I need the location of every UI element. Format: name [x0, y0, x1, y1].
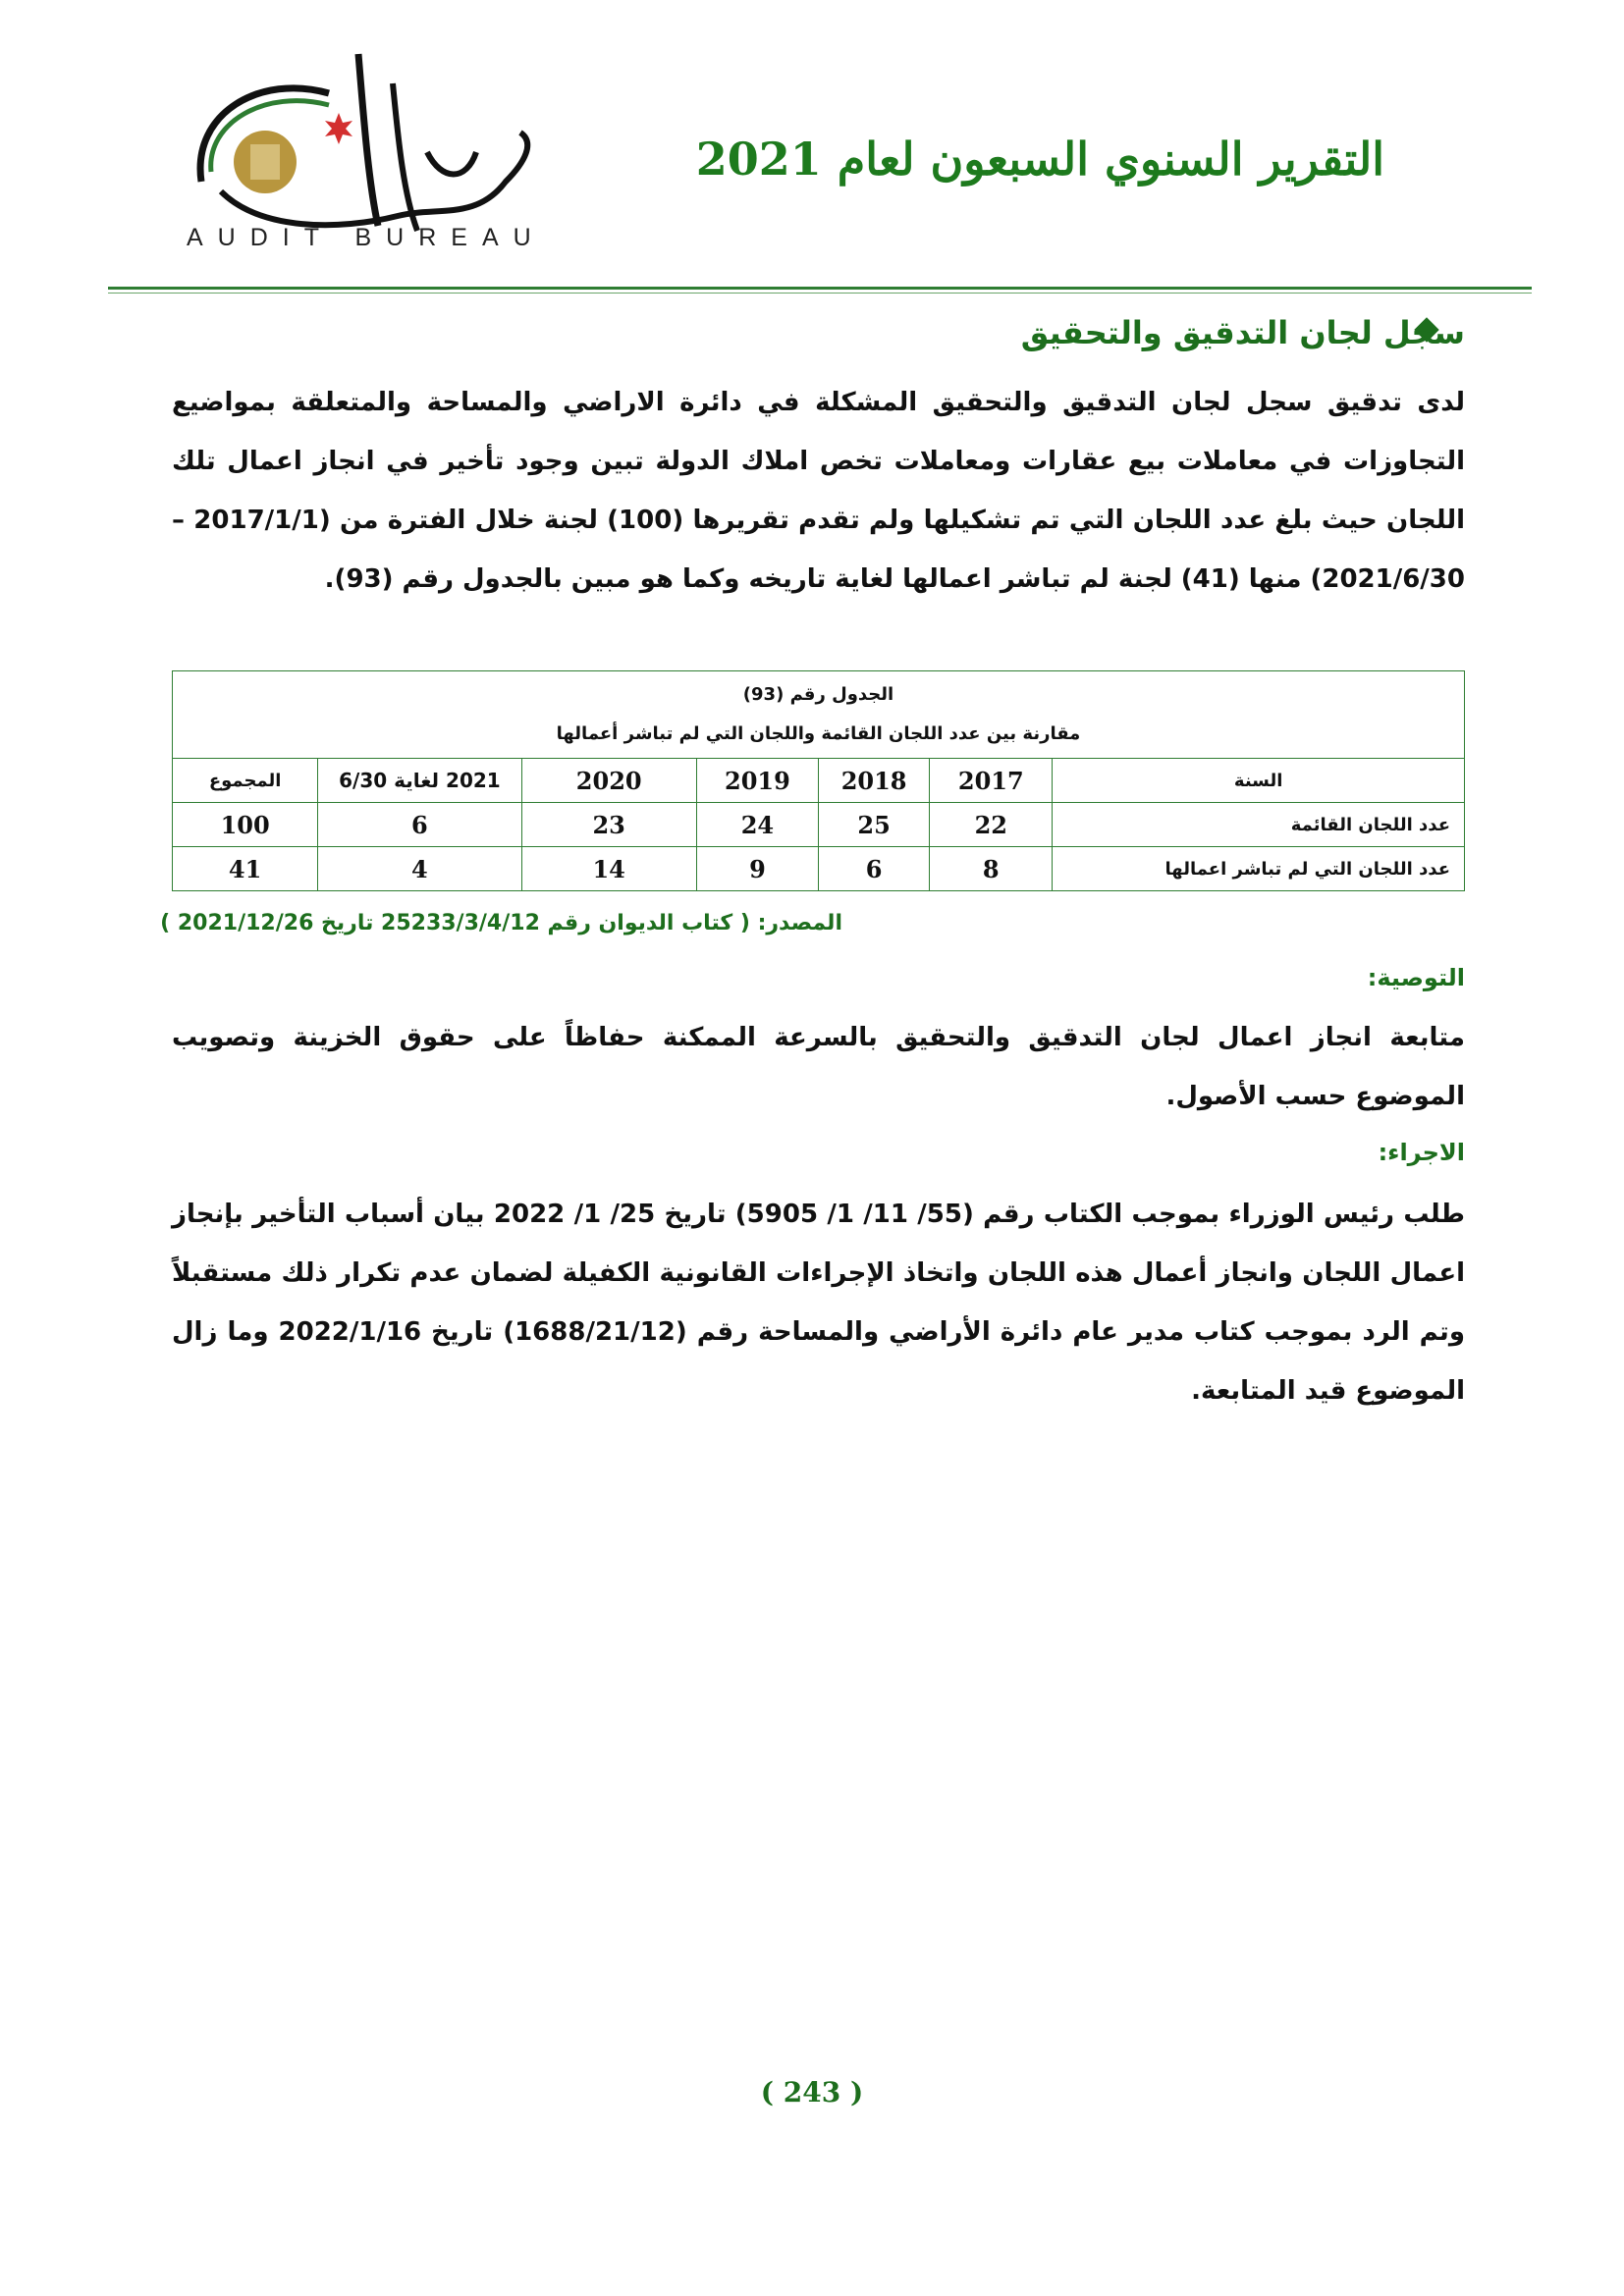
audit-bureau-logo	[182, 34, 555, 255]
header-cell: السنة	[1053, 759, 1465, 803]
table-title-cell	[173, 671, 1465, 759]
header-divider	[108, 287, 1532, 290]
recommendation-label: التوصية:	[1367, 964, 1465, 991]
table-cell: 9	[696, 847, 818, 891]
table-cell: 4	[318, 847, 521, 891]
header-cell: 2019	[696, 759, 818, 803]
intro-paragraph: لدى تدقيق سجل لجان التدقيق والتحقيق المشكلة في دائرة الاراضي والمساحة والمتعلقة بمواضيع التجاوزات في معاملات بيع عقارات ومعاملات تخص املاك الدولة تبين وجود تأخير في انجاز اعمال تلك اللجان حيث بلغ عدد اللجان التي تم تشكيلها ولم تقدم تقريرها (100) لجنة خلال الفترة من (2017/1/1 – 2021/6/30) منها (41) لجنة لم تباشر اعمالها لغاية تاريخه وكما هو مبين بالجدول رقم (93).	[172, 388, 1465, 594]
table-cell: 100	[173, 803, 318, 847]
header-cell: 2017	[930, 759, 1053, 803]
row-label: عدد اللجان التي لم تباشر اعمالها	[1053, 847, 1465, 891]
table-row	[173, 803, 1465, 847]
row-label: عدد اللجان القائمة	[1053, 803, 1465, 847]
table-cell: 14	[521, 847, 696, 891]
report-title: التقرير السنوي السبعون لعام 2021	[695, 133, 1384, 186]
action-label: الاجراء:	[1378, 1139, 1465, 1166]
recommendation-text: متابعة انجاز اعمال لجان التدقيق والتحقيق بالسرعة الممكنة حفاظاً على حقوق الخزينة وتصويب الموضوع حسب الأصول.	[172, 1023, 1465, 1111]
header-cell: 2018	[819, 759, 930, 803]
table-cell: 22	[930, 803, 1053, 847]
table-cell: 6	[318, 803, 521, 847]
table-cell: 24	[696, 803, 818, 847]
section-heading: سجل لجان التدقيق والتحقيق	[1020, 314, 1465, 351]
table-cell: 8	[930, 847, 1053, 891]
table-source: المصدر: ( كتاب الديوان رقم 25233/3/4/12 تاريخ 2021/12/26 )	[160, 911, 842, 935]
table-cell: 41	[173, 847, 318, 891]
header-cell: 2021 لغاية 6/30	[318, 759, 521, 803]
header-cell: المجموع	[173, 759, 318, 803]
committees-table	[172, 670, 1465, 891]
table-number: الجدول رقم (93)	[742, 684, 894, 705]
table-cell: 25	[819, 803, 930, 847]
logo-english-text: AUDIT BUREAU	[187, 224, 546, 251]
table-row	[173, 847, 1465, 891]
table-header-row	[173, 759, 1465, 803]
header-divider-thin	[108, 293, 1532, 294]
header-cell: 2020	[521, 759, 696, 803]
action-text: طلب رئيس الوزراء بموجب الكتاب رقم (55/ 11/ 1/ 5905) تاريخ 25/ 1/ 2022 بيان أسباب التأخير بإنجاز اعمال اللجان وانجاز أعمال هذه اللجان واتخاذ الإجراءات القانونية الكفيلة لضمان عدم تكرار ذلك مستقبلاً وتم الرد بموجب كتاب مدير عام دائرة الأراضي والمساحة رقم (1688/21/12) تاريخ 2022/1/16 وما زال الموضوع قيد المتابعة.	[172, 1200, 1465, 1406]
table-cell: 23	[521, 803, 696, 847]
page-number: ( 243 )	[760, 2076, 864, 2109]
table-cell: 6	[819, 847, 930, 891]
table-caption: مقارنة بين عدد اللجان القائمة واللجان التي لم تباشر أعمالها	[556, 723, 1081, 744]
